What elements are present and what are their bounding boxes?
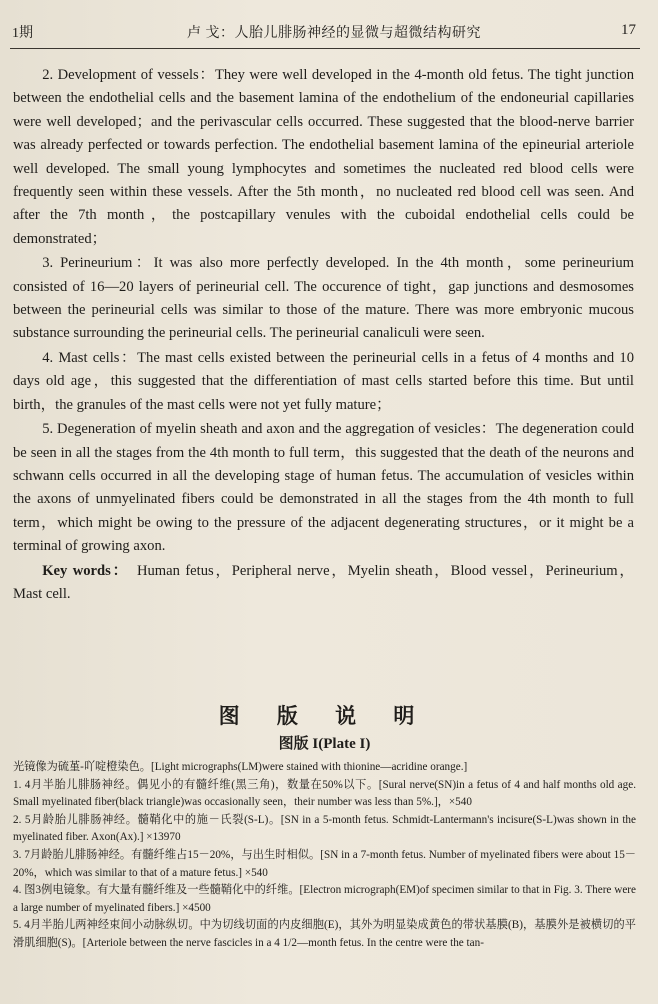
- paragraph-degeneration: 5. Degeneration of myelin sheath and axon and the aggregation of vesicles：The degeneration could be seen in all the stages from the 4th month to full term，this suggested that the death of the neurons and schwann cells occurred in all the developing stage of human fetus. The accumulation of vesicles within the axons of unmyelinated fibers could be demonstrated in all the stages from the 4th month to full term，which might be owing to the pressure of the adjacent degenerating structures，or it might be a terminal of growing axon.: [13, 421, 634, 555]
- header-rule: [10, 48, 640, 49]
- keywords: [13, 560, 634, 607]
- abstract-body: [13, 64, 634, 607]
- caption-figure-5: 5. 4月半胎儿两神经束间小动脉纵切。中为切线切面的内皮细胞(E)，其外为明显染成黄色的带状基膜(B)，基膜外是被横切的平滑肌细胞(S)。[Arteriole between the nerve fascicles in a 4 1/2—month fetus. In the centre were the tan-: [13, 919, 636, 949]
- article-running-title: 卢 戈：人胎儿腓肠神经的显微与超微结构研究: [187, 26, 481, 41]
- running-header: [12, 22, 636, 46]
- plate-heading: 图 版 说 明: [218, 704, 431, 728]
- caption-stain-note: 光镜像为硫堇-吖啶橙染色。[Light micrographs(LM)were stained with thionine—acridine orange.]: [13, 761, 468, 773]
- paragraph-perineurium: 3. Perineurium：It was also more perfectly developed. In the 4th month，some perineurium consisted of 16—20 layers of perineurial cell. The occurence of tight，gap junctions and desmosomes between the perineurial cells was similar to those of the mature. There was more embryonic mucous substance surrounding the perineurial cells. The perineurial canaliculi were seen.: [13, 255, 634, 342]
- keywords-label: Key words：: [42, 562, 129, 579]
- page-number: 17: [621, 22, 636, 38]
- keywords-list: Human fetus，Peripheral nerve，Myelin sheath，Blood vessel，Perineurium，Mast cell.: [13, 562, 635, 602]
- paragraph-mast-cells: 4. Mast cells：The mast cells existed between the perineurial cells in a fetus of 4 months and 10 days old age，this suggested that the differentiation of mast cells started before this time. But until birth，the granules of the mast cells were not yet fully mature；: [13, 349, 634, 413]
- caption-figure-3: 3. 7月龄胎儿腓肠神经。有髓纤维占15－20%，与出生时相似。[SN in a 7-month fetus. Number of myelinated fibers were about 15－20%，which was similar to that of a mature fetus.] ×540: [13, 848, 636, 879]
- caption-figure-1: 1. 4月半胎儿腓肠神经。偶见小的有髓纤维(黑三角)，数量在50%以下。[Sural nerve(SN)in a fetus of 4 and half months old age. Small myelinated fiber(black triangle)was occasionally seen，their number was less than 5%.]，×540: [13, 778, 636, 809]
- caption-figure-4: 4. 图3例电镜象。有大量有髓纤维及一些髓鞘化中的纤维。[Electron micrograph(EM)of specimen similar to that in Fig. 3. There were a large number of myelinated fibers.] ×4500: [13, 884, 636, 914]
- issue-label: 1期: [12, 26, 33, 41]
- plate-legend: [13, 700, 636, 953]
- plate-subheading: 图版 I(Plate I): [278, 736, 371, 752]
- caption-figure-2: 2. 5月龄胎儿腓肠神经。髓鞘化中的施－氏裂(S-L)。[SN in a 5-month fetus. Schmidt-Lantermann's incisure(S-L)was shown in the myelinated fiber. Axon(Ax).] ×13970: [13, 813, 636, 844]
- paragraph-vessels: 2. Development of vessels：They were well developed in the 4-month old fetus. The tight junction between the endothelial cells and the basement lamina of the endothelium of the endoneurial capillaries were well developed；and the perivascular cells occurred. These suggested that the blood-nerve barrier was already perfected or towards perfection. The endothelial basement lamina of the epineurial arteriole well developed. The small young lymphocytes and sometimes the nucleated red blood cells were frequently seen within these vessels. After the 5th month，no nucleated red blood cell was seen. And after the 7th month，the postcapillary venules with the cuboidal endothelial cells could be demonstrated；: [13, 67, 634, 247]
